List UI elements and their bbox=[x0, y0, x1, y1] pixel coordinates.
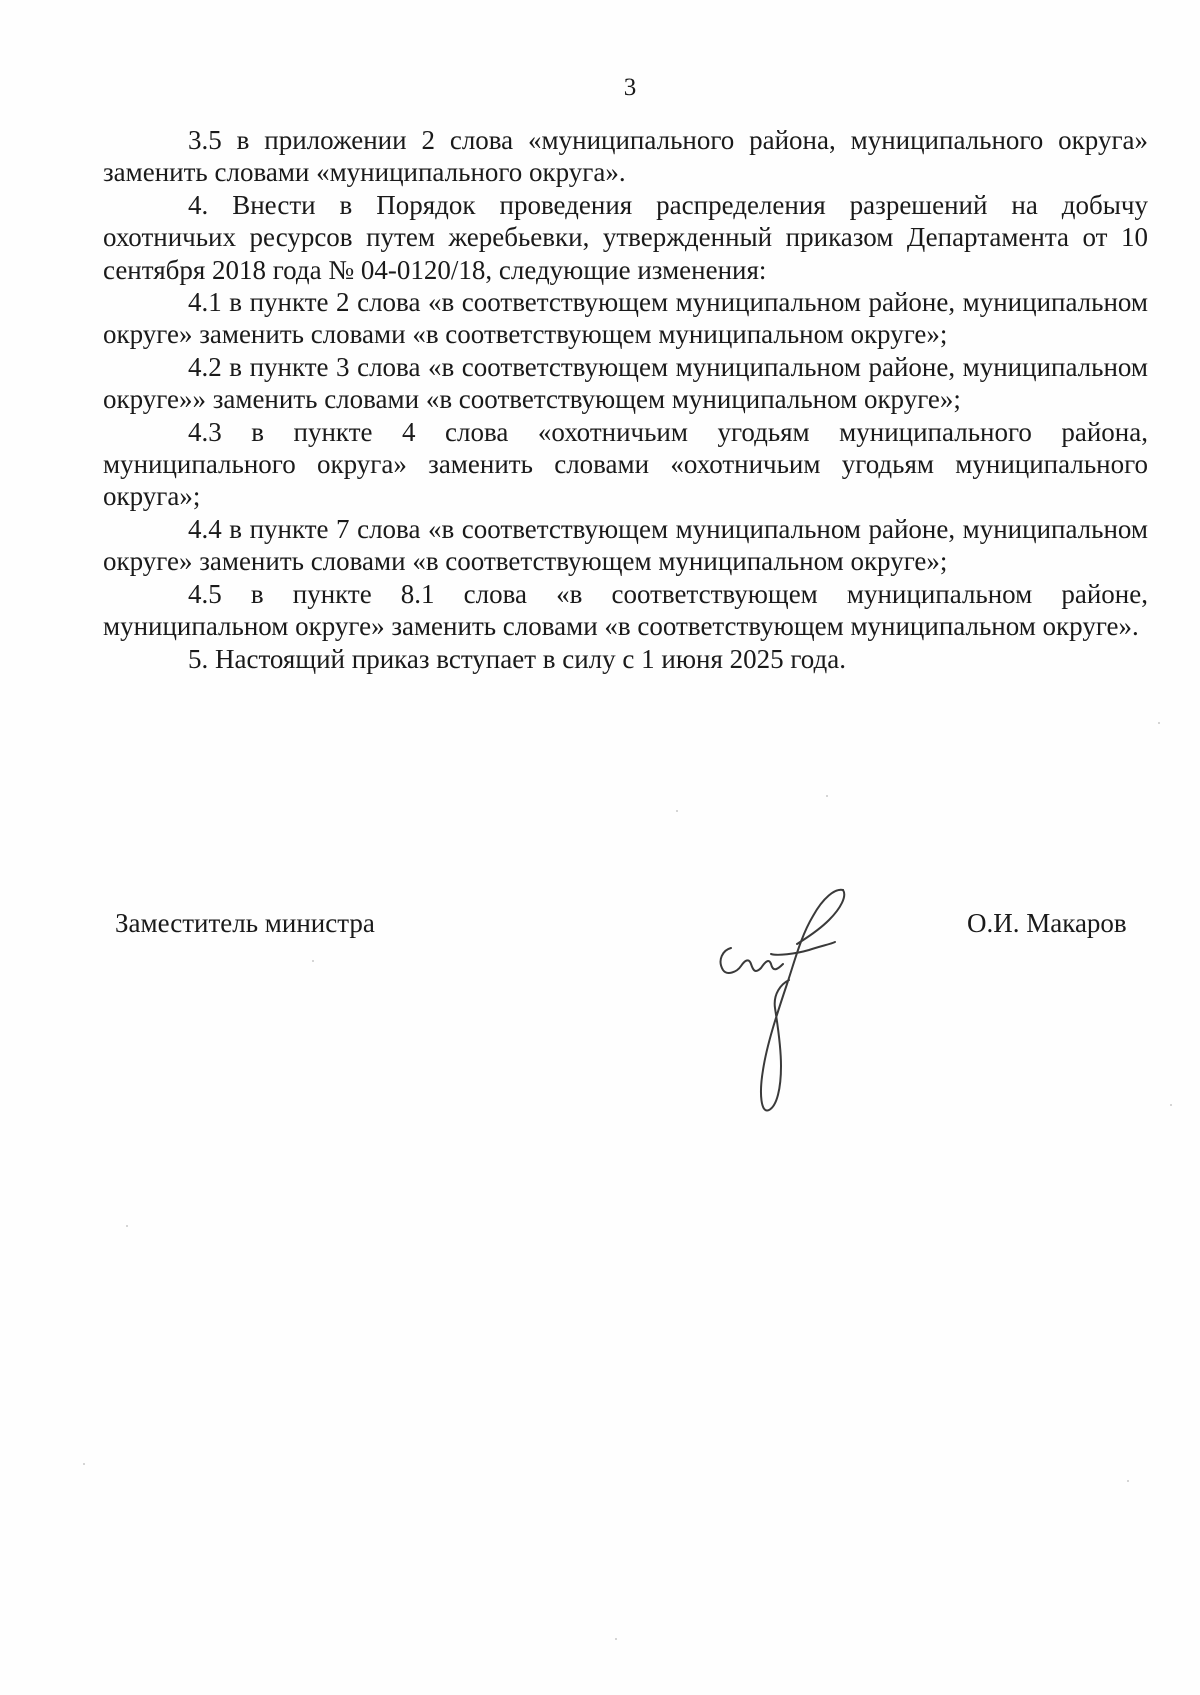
paragraph-5: 5. Настоящий приказ вступает в силу с 1 июня 2025 года. bbox=[188, 643, 846, 674]
signatory-title: Заместитель министра bbox=[115, 908, 375, 938]
paragraph-4-4: 4.4 в пункте 7 слова «в соответствующем муниципальном районе, муниципальном округе» заменить словами «в соответствующем муниципальном округе»; bbox=[103, 513, 1148, 577]
paragraph-4: 4. Внести в Порядок проведения распределения разрешений на добычу охотничьих ресурсов путем жеребьевки, утвержденный приказом Департамента от 10 сентября 2018 года № 04-0120/18, следующие изменения: bbox=[103, 189, 1148, 285]
signature-block bbox=[0, 908, 1200, 948]
paragraph-4-5: 4.5 в пункте 8.1 слова «в соответствующем муниципальном районе, муниципальном округе» заменить словами «в соответствующем муниципальном округе». bbox=[103, 578, 1148, 642]
paragraph-4-1: 4.1 в пункте 2 слова «в соответствующем муниципальном районе, муниципальном округе» заменить словами «в соответствующем муниципальном округе»; bbox=[103, 287, 1148, 350]
paragraph-4-3: 4.3 в пункте 4 слова «охотничьим угодьям муниципального района, муниципального округа» заменить словами «охотничьим угодьям муниципального округа»; bbox=[103, 416, 1148, 512]
paragraph-3-5: 3.5 в приложении 2 слова «муниципального района, муниципального округа» заменить словами «муниципального округа». bbox=[103, 125, 1148, 188]
paragraph-4-2: 4.2 в пункте 3 слова «в соответствующем муниципальном районе, муниципальном округе»» заменить словами «в соответствующем муниципальном округе»; bbox=[103, 351, 1148, 415]
signatory-name: О.И. Макаров bbox=[967, 908, 1127, 938]
page-number: 3 bbox=[623, 74, 637, 101]
handwritten-signature-icon bbox=[705, 880, 855, 1120]
document-body bbox=[103, 124, 1148, 675]
